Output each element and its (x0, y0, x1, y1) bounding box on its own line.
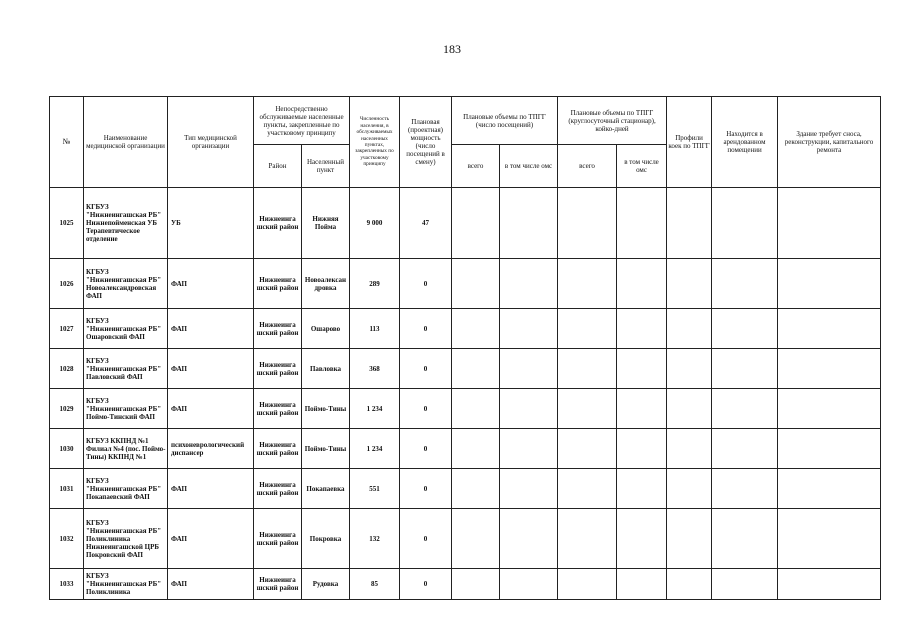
row-settlement: Ошарово (302, 309, 350, 349)
row-district: Нижнеинга шский район (254, 569, 302, 600)
row-type: ФАП (168, 569, 254, 600)
row-beds-oms (617, 309, 667, 349)
row-beds-oms (617, 429, 667, 469)
row-visits-oms (500, 309, 558, 349)
table-row (50, 509, 881, 569)
row-beds-total (558, 259, 617, 309)
row-capacity: 0 (400, 429, 452, 469)
row-visits-total (452, 429, 500, 469)
row-type: психоневрологический диспансер (168, 429, 254, 469)
row-beds-total (558, 188, 617, 259)
row-district: Нижнеинга шский район (254, 188, 302, 259)
row-settlement: Нижняя Пойма (302, 188, 350, 259)
header-profiles: Профили коек по ТПГГ (667, 97, 712, 188)
row-profiles (667, 509, 712, 569)
row-type: ФАП (168, 259, 254, 309)
header-served: Непосредственно обслуживаемые населенные пункты, закрепленные по участковому принципу (254, 97, 350, 145)
row-num: 1033 (50, 569, 84, 600)
row-beds-oms (617, 188, 667, 259)
row-visits-oms (500, 259, 558, 309)
row-visits-oms (500, 349, 558, 389)
header-settlement: Населенный пункт (302, 145, 350, 188)
row-beds-total (558, 509, 617, 569)
row-name: КГБУЗ "Нижнеингашская РБ" Нижнепойменская УБ Терапевтическое отделение (84, 188, 168, 259)
row-name: КГБУЗ ККПНД №1 Филиал №4 (пос. Поймо-Тины) ККПНД №1 (84, 429, 168, 469)
table-row (50, 309, 881, 349)
row-visits-oms (500, 509, 558, 569)
row-visits-total (452, 509, 500, 569)
header-population: Численность населения, в обслуживаемых населенных пунктах, закрепленных по участковому принципу (350, 97, 400, 188)
row-num: 1028 (50, 349, 84, 389)
row-name: КГБУЗ "Нижнеингашская РБ" Поликлиника (84, 569, 168, 600)
row-beds-total (558, 429, 617, 469)
row-profiles (667, 389, 712, 429)
row-repair (778, 569, 881, 600)
header-repair: Здание требует сноса, реконструкции, капитального ремонта (778, 97, 881, 188)
row-num: 1030 (50, 429, 84, 469)
row-visits-total (452, 259, 500, 309)
row-capacity: 0 (400, 259, 452, 309)
row-profiles (667, 569, 712, 600)
row-beds-oms (617, 259, 667, 309)
row-visits-oms (500, 469, 558, 509)
row-num: 1029 (50, 389, 84, 429)
row-capacity: 0 (400, 469, 452, 509)
header-district: Район (254, 145, 302, 188)
header-visits-total: всего (452, 145, 500, 188)
header-beds: Плановые объемы по ТПГГ (круглосуточный стационар), койко-дней (558, 97, 667, 145)
row-visits-oms (500, 188, 558, 259)
row-settlement: Покровка (302, 509, 350, 569)
row-district: Нижнеинга шский район (254, 259, 302, 309)
table-row (50, 429, 881, 469)
table-row (50, 389, 881, 429)
row-visits-total (452, 469, 500, 509)
row-num: 1026 (50, 259, 84, 309)
header-num: № (50, 97, 84, 188)
row-beds-oms (617, 509, 667, 569)
row-rented (712, 469, 778, 509)
row-repair (778, 429, 881, 469)
row-population: 289 (350, 259, 400, 309)
row-settlement: Поймо-Тины (302, 389, 350, 429)
row-population: 113 (350, 309, 400, 349)
row-rented (712, 188, 778, 259)
header-beds-oms: в том числе омс (617, 145, 667, 188)
row-beds-total (558, 389, 617, 429)
row-rented (712, 569, 778, 600)
row-population: 9 000 (350, 188, 400, 259)
row-name: КГБУЗ "Нижнеингашская РБ" Новоалександровская ФАП (84, 259, 168, 309)
row-capacity: 0 (400, 389, 452, 429)
row-type: ФАП (168, 309, 254, 349)
row-capacity: 0 (400, 569, 452, 600)
row-type: ФАП (168, 469, 254, 509)
row-settlement: Рудовка (302, 569, 350, 600)
row-population: 551 (350, 469, 400, 509)
row-district: Нижнеинга шский район (254, 349, 302, 389)
row-profiles (667, 429, 712, 469)
row-population: 1 234 (350, 429, 400, 469)
row-visits-total (452, 309, 500, 349)
row-visits-total (452, 188, 500, 259)
row-rented (712, 389, 778, 429)
header-rented: Находится в арендованном помещении (712, 97, 778, 188)
row-type: УБ (168, 188, 254, 259)
row-rented (712, 349, 778, 389)
row-settlement: Покапаевка (302, 469, 350, 509)
row-beds-total (558, 349, 617, 389)
page-number: 183 (443, 42, 461, 56)
row-profiles (667, 188, 712, 259)
row-capacity: 0 (400, 509, 452, 569)
row-name: КГБУЗ "Нижнеингашская РБ" Ошаровский ФАП (84, 309, 168, 349)
row-settlement: Павловка (302, 349, 350, 389)
header-visits: Плановые объемы по ТПГГ (число посещений) (452, 97, 558, 145)
row-beds-oms (617, 349, 667, 389)
row-repair (778, 188, 881, 259)
row-settlement: Поймо-Тины (302, 429, 350, 469)
row-rented (712, 429, 778, 469)
table-row (50, 569, 881, 600)
row-visits-total (452, 569, 500, 600)
row-capacity: 0 (400, 309, 452, 349)
row-repair (778, 389, 881, 429)
table-row (50, 259, 881, 309)
row-profiles (667, 349, 712, 389)
row-visits-oms (500, 569, 558, 600)
row-visits-oms (500, 429, 558, 469)
row-repair (778, 509, 881, 569)
row-visits-total (452, 389, 500, 429)
table-row (50, 188, 881, 259)
row-profiles (667, 469, 712, 509)
row-name: КГБУЗ "Нижнеингашская РБ" Покапаевский ФАП (84, 469, 168, 509)
row-population: 368 (350, 349, 400, 389)
row-profiles (667, 309, 712, 349)
table-row (50, 349, 881, 389)
row-population: 85 (350, 569, 400, 600)
row-beds-oms (617, 389, 667, 429)
row-beds-total (558, 569, 617, 600)
header-type: Тип медицинской организации (168, 97, 254, 188)
row-visits-total (452, 349, 500, 389)
row-district: Нижнеинга шский район (254, 309, 302, 349)
row-district: Нижнеинга шский район (254, 469, 302, 509)
row-type: ФАП (168, 349, 254, 389)
table-row (50, 469, 881, 509)
row-num: 1027 (50, 309, 84, 349)
row-repair (778, 469, 881, 509)
header-visits-oms: в том числе омс (500, 145, 558, 188)
header-beds-total: всего (558, 145, 617, 188)
row-type: ФАП (168, 509, 254, 569)
row-rented (712, 259, 778, 309)
row-beds-oms (617, 469, 667, 509)
row-rented (712, 309, 778, 349)
row-name: КГБУЗ "Нижнеингашская РБ" Поликлиника Нижнеингашской ЦРБ Покровский ФАП (84, 509, 168, 569)
row-repair (778, 349, 881, 389)
row-repair (778, 309, 881, 349)
row-num: 1031 (50, 469, 84, 509)
header-capacity: Плановая (проектная) мощность (число посещений в смену) (400, 97, 452, 188)
row-settlement: Новоалексан дровка (302, 259, 350, 309)
row-name: КГБУЗ "Нижнеингашская РБ" Павловский ФАП (84, 349, 168, 389)
facilities-table (49, 96, 881, 600)
row-type: ФАП (168, 389, 254, 429)
row-repair (778, 259, 881, 309)
row-beds-total (558, 469, 617, 509)
row-rented (712, 509, 778, 569)
row-num: 1025 (50, 188, 84, 259)
row-district: Нижнеинга шский район (254, 429, 302, 469)
header-name: Наименование медицинской организации (84, 97, 168, 188)
row-visits-oms (500, 389, 558, 429)
row-profiles (667, 259, 712, 309)
row-capacity: 0 (400, 349, 452, 389)
table-body (50, 188, 881, 600)
row-population: 132 (350, 509, 400, 569)
row-district: Нижнеинга шский район (254, 509, 302, 569)
row-num: 1032 (50, 509, 84, 569)
row-capacity: 47 (400, 188, 452, 259)
row-population: 1 234 (350, 389, 400, 429)
row-name: КГБУЗ "Нижнеингашская РБ" Поймо-Тинский ФАП (84, 389, 168, 429)
row-beds-oms (617, 569, 667, 600)
row-beds-total (558, 309, 617, 349)
row-district: Нижнеинга шский район (254, 389, 302, 429)
